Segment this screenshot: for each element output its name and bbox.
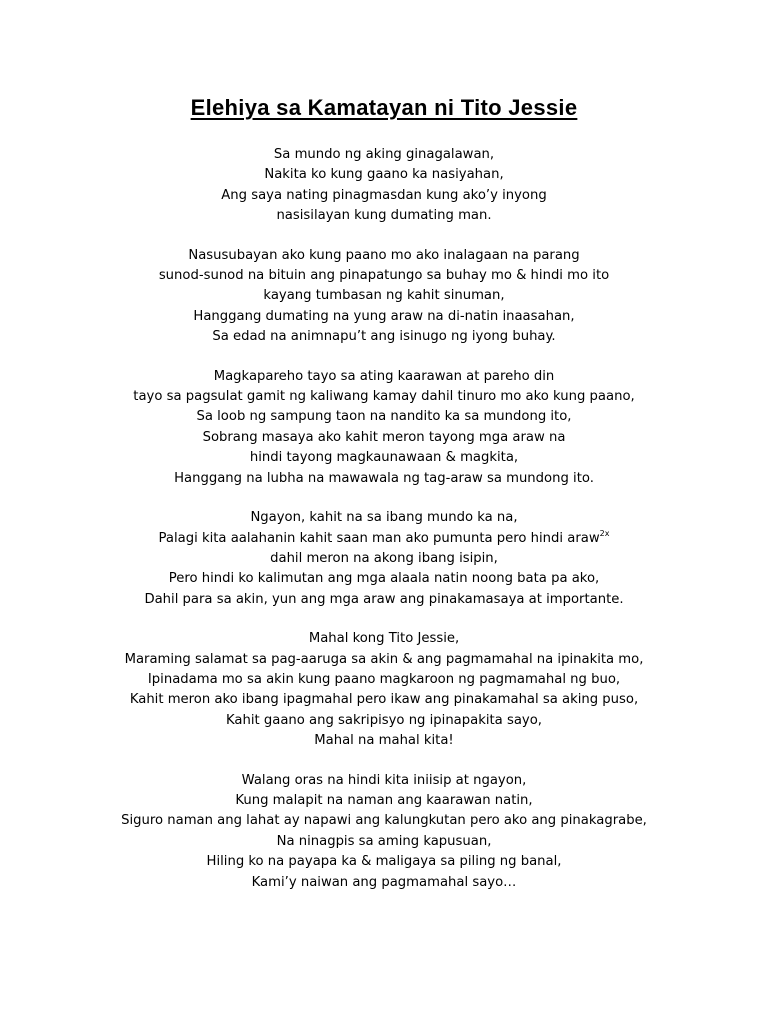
poem-line: kayang tumbasan ng kahit sinuman, <box>263 288 505 304</box>
poem-line: Kahit meron ako ibang ipagmahal pero ikaw ang pinakamahal sa aking puso, <box>129 692 639 708</box>
page-title <box>0 92 768 124</box>
poem-line: dahil meron na akong ibang isipin, <box>270 550 498 566</box>
poem-line: Kahit gaano ang sakripisyo ng ipinapakita sayo, <box>226 712 542 728</box>
poem-line: tayo sa pagsulat gamit ng kaliwang kamay dahil tinuro mo ako kung paano, <box>133 389 635 405</box>
superscript-mark: 2x <box>599 528 610 538</box>
poem-line: Sobrang masaya ako kahit meron tayong mga araw na <box>202 429 566 445</box>
poem-line: Siguro naman ang lahat ay napawi ang kalungkutan pero ako ang pinakagrabe, <box>121 813 647 829</box>
poem-line: Na ninagpis sa aming kapusuan, <box>276 833 492 849</box>
poem-line: Sa mundo ng aking ginagalawan, <box>273 147 495 162</box>
poem-line: Dahil para sa akin, yun ang mga araw ang pinakamasaya at importante. <box>144 591 624 607</box>
poem-line: Hanggang na lubha na mawawala ng tag-araw sa mundong ito. <box>174 470 594 486</box>
poem-line: Ipinadama mo sa akin kung paano magkaroon ng pagmamahal ng buo, <box>147 671 621 687</box>
stanza-4 <box>0 508 768 610</box>
poem-line: Sa loob ng sampung taon na nandito ka sa mundong ito, <box>196 409 572 425</box>
stanza-2 <box>0 246 768 348</box>
poem-line-text: Palagi kita aalahanin kahit saan man ako pumunta pero hindi araw <box>158 530 600 546</box>
poem-line: Nakita ko kung gaano ka nasiyahan, <box>264 167 504 183</box>
stanza-5 <box>0 629 768 751</box>
poem-line: Nasusubayan ako kung paano mo ako inalagaan na parang <box>188 247 580 263</box>
poem-line: Walang oras na hindi kita iniisip at ngayon, <box>241 772 527 788</box>
poem-line: Ang saya nating pinagmasdan kung ako’y inyong <box>221 187 547 203</box>
poem-line: Magkapareho tayo sa ating kaarawan at pareho din <box>213 368 555 384</box>
poem-line: Mahal kong Tito Jessie, <box>308 631 460 647</box>
poem-line: Kami’y naiwan ang pagmamahal sayo… <box>251 874 517 890</box>
poem-line: sunod-sunod na bituin ang pinapatungo sa buhay mo & hindi mo ito <box>158 268 610 284</box>
poem-line: Maraming salamat sa pag-aaruga sa akin & ang pagmamahal na ipinakita mo, <box>124 651 644 667</box>
poem-line: Hiling ko na payapa ka & maligaya sa piling ng banal, <box>206 854 562 870</box>
poem-line: nasisilayan kung dumating man. <box>276 208 492 224</box>
poem-line-with-superscript <box>0 529 768 549</box>
stanza-1 <box>0 145 768 227</box>
stanza-3 <box>0 367 768 489</box>
poem-line: hindi tayong magkaunawaan & magkita, <box>249 450 519 466</box>
poem-line: Hanggang dumating na yung araw na di-natin inaasahan, <box>193 308 575 324</box>
poem-line: Mahal na mahal kita! <box>314 733 454 749</box>
poem-line: Pero hindi ko kalimutan ang mga alaala natin noong bata pa ako, <box>168 571 600 587</box>
poem-body <box>0 145 768 912</box>
poem-line: Kung malapit na naman ang kaarawan natin, <box>235 792 533 808</box>
page-title-text: Elehiya sa Kamatayan ni Tito Jessie <box>190 95 578 120</box>
poem-line: Sa edad na animnapu’t ang isinugo ng iyong buhay. <box>212 329 556 345</box>
stanza-6 <box>0 771 768 893</box>
poem-line: Ngayon, kahit na sa ibang mundo ka na, <box>250 510 518 526</box>
